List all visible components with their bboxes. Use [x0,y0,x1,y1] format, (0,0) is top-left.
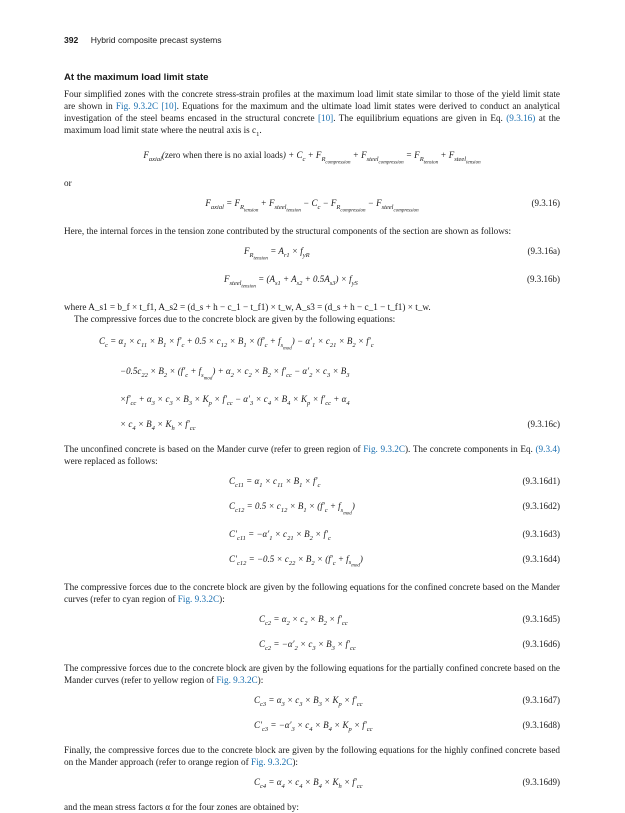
equation-9-3-16d3: $C'_{c11} = -\alpha'_1 \times c_{21} \times B_2 \times f'_c$ (9.3.16d3) [229,528,560,542]
equation-number: (9.3.16d6) [522,638,560,649]
equation-9-3-16a: $F_{R_{tension}} = A_{r1} \times f_{yR}$ (9.3.16a) [244,246,560,262]
paragraph-partially-confined [64,662,560,686]
equation-number: (9.3.16d2) [522,500,560,511]
equation-9-3-16d6: $C_{c2} = -\alpha'_2 \times c_3 \times B_3 \times f'_{cc}$ (9.3.16d6) [259,638,560,652]
equation-number: (9.3.16a) [527,246,560,257]
text: The unconfined concrete is based on the Mander curve (refer to green region of [64,443,364,454]
figure-link[interactable]: Fig. 9.3.2C [177,593,220,604]
paragraph-intro [64,88,560,141]
equation-number: (9.3.16b) [527,274,560,285]
equation-number: (9.3.16d3) [522,528,560,539]
text: Finally, the compressive forces due to the concrete block are given by the following equations for the highly confined concrete based on the Mander approach (refer to orange region of [64,744,560,767]
text: . [259,125,262,135]
text: ): [219,593,225,604]
definitions-text: A_s1 = b_f × t_f1, A_s2 = (d_s + h − c_1 − t_f1) × t_w, A_s3 = (d_s + h − c_1 − t_f1) × t_w. [88,302,431,313]
equation-9-3-16c: $C_c = \alpha_1 \times c_{11} \times B_1 \times f'_c + 0.5 \times c_{12} \times B_1 \times (f'_c + f_{s_{mod}}) - \alpha'_1 \times c_{21} \times B_2 \times f'_c$ $-0.5c_{22} \times B_2 \times (f'_c + f_{s_{mod}}) + \alpha_2 \times c_2 \times B_2 \times f'_{cc} - \alpha'_2 \times c_3 \times B_3$ $\times f'_{cc} + \alpha_3 \times c_3 \times B_3 \times K_p \times f'_{cc} - \alpha'_3 \times c_4 \times B_4 \times K_p \times f'_{cc} + \alpha_4$ × $c_4 \times B_4 \times K_h \times f'_{cc}$ (9.3.16c) [99,336,560,432]
text: ). The concrete components in Eq. [404,443,536,454]
text: The compressive forces due to the concrete block are given by the following equations for the partially confined concrete based on the Mander curves (refer to yellow region of [64,663,560,686]
equation-note: zero when there is no axial loads [164,149,283,160]
equation-9-3-16d2: $C_{c12} = 0.5 \times c_{12} \times B_1 \times (f'_c + f_{s_{mod}})$ (9.3.16d2) [229,500,560,516]
text: Four simplified zones with the concrete stress-strain profiles at the maximum load limit state similar to those of the yield limit state are shown in [64,89,560,111]
equation-number: (9.3.16d4) [522,553,560,564]
equation-9-3-16d5: $C_{c2} = \alpha_2 \times c_2 \times B_2 \times f'_{cc}$ (9.3.16d5) [259,613,560,627]
equation-9-3-16: $F_{axial} = F_{R_{tension}} + F_{steel_{tension}} - C_c - F_{R_{compression}} - F_{steel_{compression}}$ (9.3.16) [205,197,560,214]
equation-number: (9.3.16) [531,197,560,208]
equation-9-3-16d7: $C_{c3} = \alpha_3 \times c_3 \times B_3 \times K_p \times f'_{cc}$ (9.3.16d7) [254,695,560,709]
equation-number: (9.3.16d8) [522,720,560,731]
running-title: Hybrid composite precast systems [90,35,222,45]
equation-equilibrium: $F_{axial}(zero$ when there is no axial loads) + $C_c + F_{R_{compression}} + F_{steel_{compression}} = F_{R_{tension}} + F_{steel_{tension}}$ [143,149,481,165]
figure-link[interactable]: Fig. 9.3.2C [216,675,258,686]
paragraph-compressive: The compressive forces due to the concrete block are given by the following equations: [74,314,396,325]
page-number: 392 [64,35,79,45]
text: at the maximum load limit state where the neutral axis is c [64,113,561,135]
equation-number: (9.3.16c) [527,419,560,430]
text: . The equilibrium equations are given in Eq. [333,113,507,123]
paragraph-mean-stress: and the mean stress factors α for the four zones are obtained by: [64,801,299,812]
reference-link[interactable]: [10] [317,113,334,123]
paragraph-confined [64,581,560,605]
main-content [64,72,560,813]
where-definitions [64,301,560,313]
running-header [64,34,222,46]
text: where [64,302,89,313]
text: were replaced as follows: [64,455,158,466]
equation-9-3-16d8: $C'_{c3} = -\alpha'_3 \times c_4 \times B_4 \times K_p \times f'_{cc}$ (9.3.16d8) [254,720,560,733]
equation-9-3-16d1: $C_{c11} = \alpha_1 \times c_{11} \times B_1 \times f'_c$ (9.3.16d1) [229,475,560,489]
paragraph-unconfined [64,443,560,467]
figure-link[interactable]: Fig. 9.3.2C [363,443,405,454]
equation-number: (9.3.16d5) [522,613,560,624]
equation-number: (9.3.16d7) [522,695,560,706]
text: ): [257,675,264,686]
reference-link[interactable]: [10] [161,101,177,111]
section-title: At the maximum load limit state [64,72,209,83]
equation-link[interactable]: (9.3.4) [535,443,560,454]
text: The compressive forces due to the concrete block are given by the following equations for the confined concrete based on the Mander curves (refer to cyan region of [64,581,560,604]
paragraph-highly-confined [64,744,560,768]
text: ): [292,756,298,767]
paragraph-tension: Here, the internal forces in the tension zone contributed by the structural components of the section are shown as follows: [64,226,511,237]
text: . Equations for the maximum and the ultimate load limit states were derived to conduct an analytical investigation of the steel beams encased in the structural concrete [64,101,561,123]
figure-link[interactable]: Fig. 9.3.2C [251,756,293,767]
or-text: or [64,177,72,188]
figure-link[interactable]: Fig. 9.3.2C [115,101,159,111]
equation-9-3-16d9: $C_{c4} = \alpha_4 \times c_4 \times B_4 \times K_h \times f'_{cc}$ (9.3.16d9) [254,776,560,790]
equation-9-3-16b: $F_{steel_{tension}} = (A_{s1} + A_{s2} + 0.5A_{s3}) \times f_{yS}$ (9.3.16b) [224,274,560,290]
equation-link[interactable]: (9.3.16) [506,113,536,123]
equation-number: (9.3.16d9) [522,776,560,787]
subscript: 1 [256,130,260,138]
equation-number: (9.3.16d1) [522,475,560,486]
equation-9-3-16d4: $C'_{c12} = -0.5 \times c_{22} \times B_2 \times (f'_c + f_{s_{mod}})$ (9.3.16d4) [229,553,560,569]
